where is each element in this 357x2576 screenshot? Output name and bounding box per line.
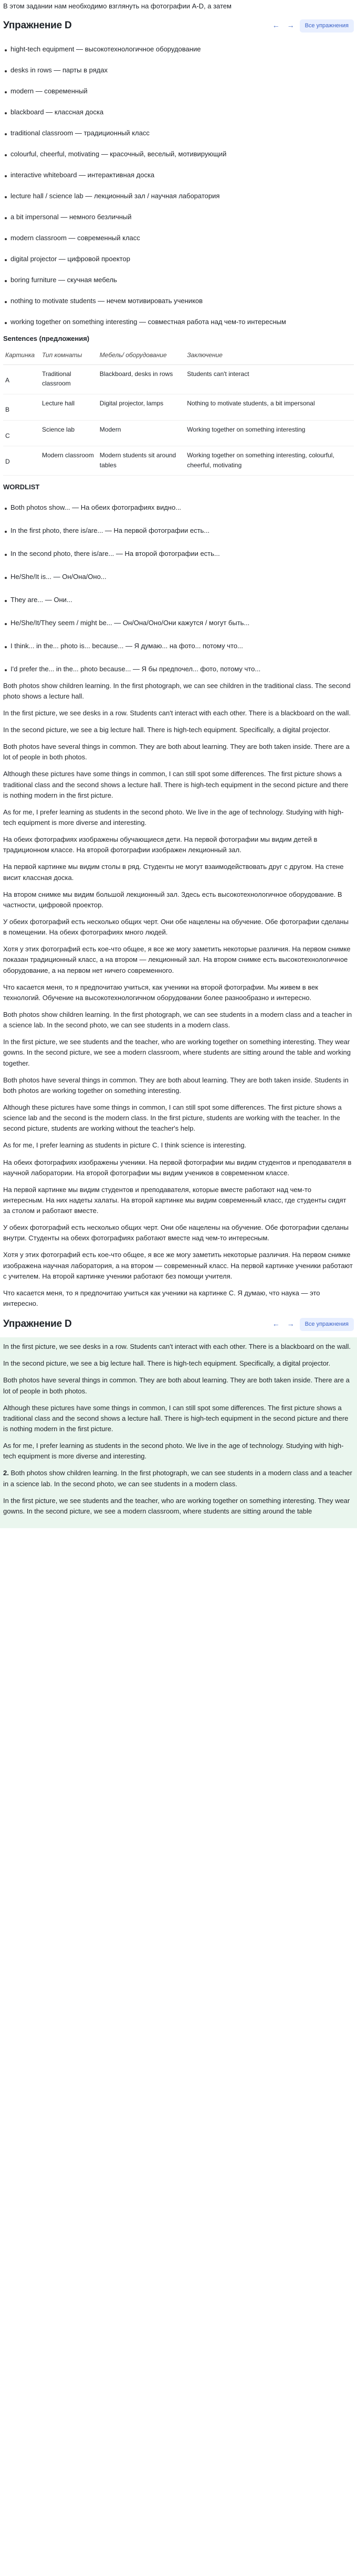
paragraph-number: 2. — [3, 1469, 9, 1477]
list-item: I think... in the... photo is... because... — Я думаю... на фото... потому что... — [3, 635, 354, 658]
list-item: digital projector — цифровой проектор — [3, 249, 354, 270]
table-cell: Lecture hall — [40, 394, 98, 421]
list-item: modern classroom — современный класс — [3, 228, 354, 249]
column-header: Заключение — [185, 347, 354, 364]
table-cell: Traditional classroom — [40, 364, 98, 394]
table-cell: Blackboard, desks in rows — [98, 364, 185, 394]
answer-text — [3, 681, 354, 1310]
paragraph: У обеих фотографий есть несколько общих черт. Они обе нацелены на обучение. Обе фотографии сделаны в помещении. На обеих фотографиях много людей. — [3, 917, 349, 937]
list-item: colourful, cheerful, motivating — красочный, веселый, мотивирующий — [3, 144, 354, 165]
list-item: a bit impersonal — немного безличный — [3, 207, 354, 228]
paragraph-text: Both photos show children learning. In the first photograph, we can see students in a modern class and a teacher in a science lab. In the second photo, we can see students in a modern class. — [3, 1469, 352, 1488]
prev-arrow-icon[interactable]: ← — [272, 1319, 280, 1328]
table-cell: C — [3, 420, 40, 446]
table-cell: Modern — [98, 420, 185, 446]
column-header: Тип комнаты — [40, 347, 98, 364]
prev-arrow-icon[interactable]: ← — [272, 21, 280, 30]
exercise-title: Упражнение D — [3, 1318, 72, 1330]
table-cell: Modern students sit around tables — [98, 446, 185, 476]
paragraph: Хотя у этих фотографий есть кое-что общее, я все же могу заметить некоторые различия. На первом снимке показан традиционный класс, а на втором — лекционный зал. На втором снимке есть высокотехнологичное оборудование, а на первом нет ничего современного. — [3, 945, 351, 974]
paragraph: In the first picture, we see desks in a row. Students can't interact with each other. There is a blackboard on the wall. — [3, 709, 351, 717]
list-item: He/She/It/They seem / might be... — Он/Она/Оно/Они кажутся / могут быть... — [3, 611, 354, 635]
paragraph: Both photos show children learning. In the first photograph, we can see children in the traditional class. The second photo shows a lecture hall. — [3, 681, 351, 700]
all-exercises-button[interactable]: Все упражнения — [300, 1318, 354, 1331]
paragraph: На втором снимке мы видим большой лекционный зал. Здесь есть высокотехнологичное оборудование. В частности, цифровой проектор. — [3, 890, 342, 909]
paragraph: In the first picture, we see students and the teacher, who are working together on something interesting. They wear gowns. In the second picture, we see a modern classroom, where students are sitting around the table and working together. — [3, 1038, 351, 1067]
paragraph: In the second picture, we see a big lecture hall. There is high-tech equipment. Specifically, a digital projector. — [3, 726, 331, 734]
table-row — [3, 394, 354, 421]
next-arrow-icon[interactable]: → — [287, 21, 295, 30]
paragraph: На первой картинке мы видим столы в ряд. Студенты не могут взаимодействовать друг с другом. На стене висит классная доска. — [3, 863, 344, 882]
paragraph: Что касается меня, то я предпочитаю учиться, как ученики на второй фотографии. Мы живем в век технологий. Обучение на высокотехнологичном оборудовании более разнообразно и интересно. — [3, 983, 318, 1002]
table-header-row — [3, 347, 354, 364]
wordlist — [3, 496, 354, 681]
list-item: nothing to motivate students — нечем мотивировать учеников — [3, 291, 354, 312]
list-item: Both photos show... — На обеих фотографиях видно... — [3, 496, 354, 519]
table-cell: D — [3, 446, 40, 476]
paragraph: As for me, I prefer learning as students in the second photo. We live in the age of technology. Studying with high-tech equipment is more diverse and interesting. — [3, 808, 344, 827]
paragraph: Although these pictures have some things in common, I can still spot some differences. The first picture shows a traditional class and the second shows a lecture hall. There is high-tech equipment in the second picture and there is nothing modern in the first picture. — [3, 770, 349, 799]
paragraph: In the first picture, we see desks in a row. Students can't interact with each other. There is a blackboard on the wall. — [3, 1343, 351, 1351]
paragraph: Although these pictures have some things in common, I can still spot some differences. The first picture shows a science lab and the second is the modern class. In the first picture, students are working with the teacher. In the second picture, students are working without the teacher's help. — [3, 1103, 342, 1133]
paragraph: As for me, I prefer learning as students in picture C. I think science is interesting. — [3, 1141, 247, 1150]
paragraph: In the first picture, we see students and the teacher, who are working together on something interesting. They wear gowns. In the second picture, we see a modern classroom, where students are sitting around the table — [3, 1496, 350, 1515]
paragraph: Both photos show children learning. In the first photograph, we can see students in a modern class and a teacher in a science lab. In the second photo, we can see students in a modern class. — [3, 1010, 352, 1029]
all-exercises-button[interactable]: Все упражнения — [300, 19, 354, 33]
table-cell: Students can't interact — [185, 364, 354, 394]
list-item: lecture hall / science lab — лекционный зал / научная лаборатория — [3, 186, 354, 207]
list-item: They are... — Они... — [3, 588, 354, 611]
exercise-nav — [270, 19, 354, 33]
paragraph — [3, 1468, 353, 1489]
list-item: boring furniture — скучная мебель — [3, 270, 354, 291]
vocabulary-list — [3, 39, 354, 332]
intro-text: В этом задании нам необходимо взглянуть на фотографии A-D, а затем — [3, 2, 232, 10]
table-cell: Science lab — [40, 420, 98, 446]
list-item: interactive whiteboard — интерактивная доска — [3, 165, 354, 186]
list-item: hight-tech equipment — высокотехнологичное оборудование — [3, 39, 354, 60]
paragraph: На обеих фотографиях изображены обучающиеся дети. На первой фотографии мы видим детей в традиционном классе. На второй фотографии изображен лекционный зал. — [3, 835, 318, 854]
exercise-header — [3, 1315, 354, 1333]
list-item: desks in rows — парты в рядах — [3, 60, 354, 81]
sentences-title: Sentences (предложения) — [3, 335, 90, 343]
exercise-header — [3, 17, 354, 35]
paragraph: Хотя у этих фотографий есть кое-что общее, я все же могу заметить некоторые различия. На первом снимке изображена научная лаборатория, а на втором — современный класс. На первой картинке ученики работают с учителем. На второй картинке ученики работают без помощи учителя. — [3, 1251, 353, 1280]
paragraph: As for me, I prefer learning as students in the second photo. We live in the age of technology. Studying with high-tech equipment is more diverse and interesting. — [3, 1442, 344, 1461]
list-item: working together on something interesting — совместная работа над чем-то интересным — [3, 312, 354, 332]
exercise-nav — [270, 1318, 354, 1331]
table-row — [3, 420, 354, 446]
table-cell: Working together on something interesting — [185, 420, 354, 446]
paragraph: Что касается меня, то я предпочитаю учиться как ученики на картинке C. Я думаю, что наука — это интересно. — [3, 1289, 320, 1308]
list-item: I'd prefer the... in the... photo because... — Я бы предпочел... фото, потому что... — [3, 658, 354, 681]
paragraph: Although these pictures have some things in common, I can still spot some differences. The first picture shows a traditional class and the second shows a lecture hall. There is high-tech equipment in the second picture and there is nothing modern in the first picture. — [3, 1403, 349, 1433]
table-cell: A — [3, 364, 40, 394]
list-item: traditional classroom — традиционный класс — [3, 123, 354, 144]
paragraph: На обеих фотографиях изображены ученики. На первой фотографии мы видим студентов и преподавателя в научной лаборатории. На второй фотографии мы видим учеников в современном классе. — [3, 1158, 352, 1177]
column-header: Картинка — [3, 347, 40, 364]
list-item: blackboard — классная доска — [3, 102, 354, 123]
column-header: Мебель/ оборудование — [98, 347, 185, 364]
paragraph: In the second picture, we see a big lecture hall. There is high-tech equipment. Specifically, a digital projector. — [3, 1359, 331, 1368]
exercise-title: Упражнение D — [3, 20, 72, 31]
paragraph: Both photos have several things in common. They are both about learning. They are both taken inside. There are a lot of people in both photos. — [3, 1376, 350, 1395]
paragraph: Both photos have several things in common. They are both about learning. They are both taken inside. Students in both photos are working together on something interesting. — [3, 1076, 349, 1094]
list-item: modern — современный — [3, 81, 354, 102]
table-cell: Nothing to motivate students, a bit impersonal — [185, 394, 354, 421]
list-item: In the first photo, there is/are... — На первой фотографии есть... — [3, 519, 354, 542]
list-item: In the second photo, there is/are... — На второй фотографии есть... — [3, 542, 354, 565]
next-arrow-icon[interactable]: → — [287, 1319, 295, 1328]
table-cell: B — [3, 394, 40, 421]
paragraph: У обеих фотографий есть несколько общих черт. Они обе нацелены на обучение. Обе фотографии сделаны внутри. Студенты на обеих фотографиях работают вместе над чем-то интересным. — [3, 1223, 349, 1242]
table-cell: Working together on something interesting, colourful, cheerful, motivating — [185, 446, 354, 476]
list-item: He/She/It is... — Он/Она/Оно... — [3, 565, 354, 588]
table-cell: Modern classroom — [40, 446, 98, 476]
paragraph: Both photos have several things in common. They are both about learning. They are both taken inside. There are a lot of people in both photos. — [3, 743, 350, 761]
answer-block — [0, 1337, 357, 1528]
table-row — [3, 446, 354, 476]
table-cell: Digital projector, lamps — [98, 394, 185, 421]
wordlist-title: WORDLIST — [3, 483, 40, 491]
pictures-table — [3, 347, 354, 476]
paragraph: На первой картинке мы видим студентов и преподавателя, которые вместе работают над чем-то интересным. На них надеты халаты. На второй картинке мы видим современный класс, где студенты сидят за столом и работают вместе. — [3, 1185, 346, 1215]
table-row — [3, 364, 354, 394]
